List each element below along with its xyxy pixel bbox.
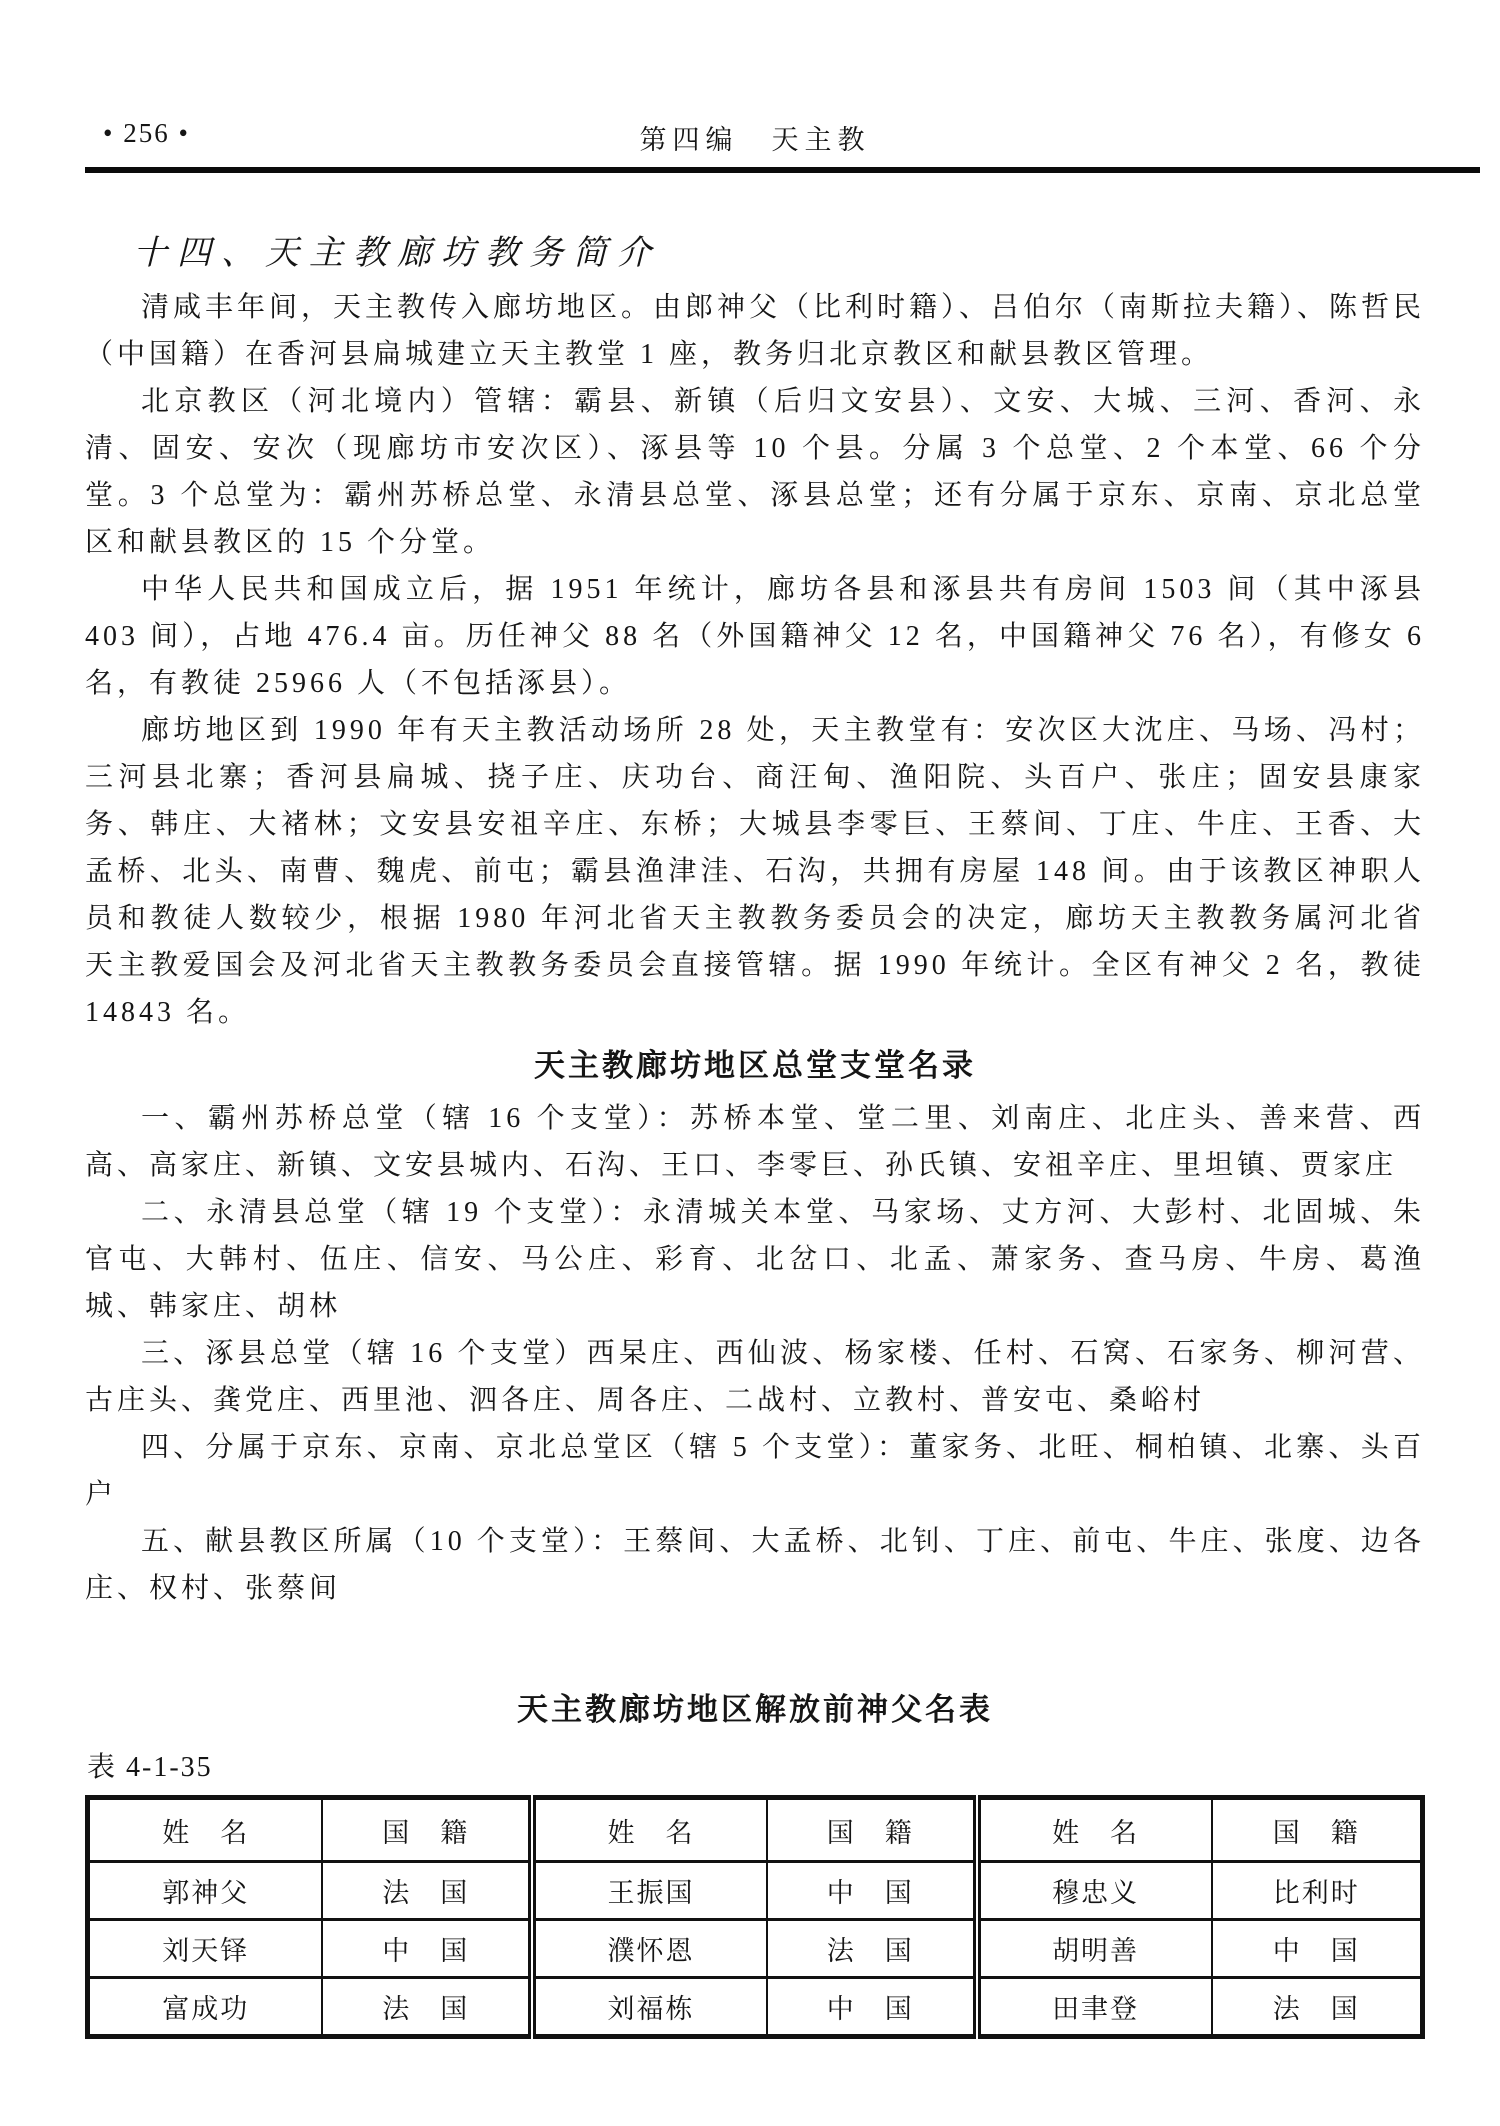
cell-nationality: 法 国 [767,1920,977,1978]
cell-nationality: 中 国 [322,1920,532,1978]
directory-item-4: 四、分属于京东、京南、京北总堂区（辖 5 个支堂）：董家务、北旺、桐柏镇、北寨、头百户 [85,1432,1425,1510]
cell-name: 富成功 [88,1978,323,2037]
directory-item-3: 三、涿县总堂（辖 16 个支堂）西杲庄、西仙波、杨家楼、任村、石窝、石家务、柳河营、古庄头、龚党庄、西里池、泗各庄、周各庄、二战村、立教村、普安屯、桑峪村 [85,1338,1425,1416]
paragraph-4: 廊坊地区到 1990 年有天主教活动场所 28 处，天主教堂有：安次区大沈庄、马场、冯村；三河县北寨；香河县扁城、挠子庄、庆功台、商汪甸、渔阳院、头百户、张庄；固安县康家务、韩庄、大褚林；文安县安祖辛庄、东桥；大城县李零巨、王蔡间、丁庄、牛庄、王香、大孟桥、北头、南曹、魏虎、前屯；霸县渔津洼、石沟，共拥有房屋 148 间。由于该教区神职人员和教徒人数较少，根据 1980 年河北省天主教教务委员会的决定，廊坊天主教教务属河北省天主教爱国会及河北省天主教教务委员会直接管辖。据 1990 年统计。全区有神父 2 名，教徒 14843 名。 [85,715,1425,1028]
cell-nationality: 法 国 [322,1862,532,1920]
cell-name: 王振国 [532,1862,767,1920]
header-name-2: 姓 名 [532,1798,767,1862]
table-row [88,1920,1423,1978]
cell-nationality: 中 国 [1212,1920,1423,1978]
header-name-1: 姓 名 [88,1798,323,1862]
directory-item-5: 五、献县教区所属（10 个支堂）：王蔡间、大孟桥、北钊、丁庄、前屯、牛庄、张度、边各庄、权村、张蔡间 [85,1526,1425,1604]
table-header-row [88,1798,1423,1862]
cell-nationality: 中 国 [767,1862,977,1920]
cell-nationality: 法 国 [322,1978,532,2037]
priests-table [85,1795,1425,2039]
directory-item-1: 一、霸州苏桥总堂（辖 16 个支堂）：苏桥本堂、堂二里、刘南庄、北庄头、善来营、西高、高家庄、新镇、文安县城内、石沟、王口、李零巨、孙氏镇、安祖辛庄、里坦镇、贾家庄 [85,1103,1425,1181]
cell-name: 穆忠义 [977,1862,1212,1920]
cell-name: 刘天铎 [88,1920,323,1978]
table-label: 表 4-1-35 [87,1752,213,1783]
header-nationality-2: 国 籍 [767,1798,977,1862]
cell-name: 胡明善 [977,1920,1212,1978]
chapter-title: 第四编 天主教 [639,125,871,155]
cell-name: 濮怀恩 [532,1920,767,1978]
paragraph-1: 清咸丰年间，天主教传入廊坊地区。由郎神父（比利时籍）、吕伯尔（南斯拉夫籍）、陈哲民（中国籍）在香河县扁城建立天主教堂 1 座，教务归北京教区和献县教区管理。 [85,292,1426,370]
directory-item-2: 二、永清县总堂（辖 19 个支堂）：永清城关本堂、马家场、丈方河、大彭村、北固城、朱官屯、大韩村、伍庄、信安、马公庄、彩育、北岔口、北孟、萧家务、查马房、牛房、葛渔城、韩家庄、胡林 [85,1197,1425,1322]
header-nationality-3: 国 籍 [1212,1798,1423,1862]
priest-table-heading: 天主教廊坊地区解放前神父名表 [517,1692,993,1727]
page-header [85,118,1425,156]
header-nationality-1: 国 籍 [322,1798,532,1862]
directory-heading: 天主教廊坊地区总堂支堂名录 [534,1048,976,1083]
header-rule [85,167,1480,173]
cell-name: 郭神父 [88,1862,323,1920]
cell-name: 田聿登 [977,1978,1212,2037]
cell-nationality: 比利时 [1212,1862,1423,1920]
paragraph-2: 北京教区（河北境内）管辖：霸县、新镇（后归文安县）、文安、大城、三河、香河、永清、固安、安次（现廊坊市安次区）、涿县等 10 个县。分属 3 个总堂、2 个本堂、66 个分堂。3 个总堂为：霸州苏桥总堂、永清县总堂、涿县总堂；还有分属于京东、京南、京北总堂区和献县教区的 15 个分堂。 [85,386,1425,558]
cell-nationality: 法 国 [1212,1978,1423,2037]
table-row [88,1862,1423,1920]
page-body [85,225,1425,2039]
header-name-3: 姓 名 [977,1798,1212,1862]
paragraph-3: 中华人民共和国成立后，据 1951 年统计，廊坊各县和涿县共有房间 1503 间（其中涿县 403 间），占地 476.4 亩。历任神父 88 名（外国籍神父 12 名，中国籍神父 76 名），有修女 6 名，有教徒 25966 人（不包括涿县）。 [85,574,1425,699]
article-title: 十四、天主教廊坊教务简介 [133,235,661,272]
cell-name: 刘福栋 [532,1978,767,2037]
table-row [88,1978,1423,2037]
cell-nationality: 中 国 [767,1978,977,2037]
page-number: • 256 • [103,118,190,148]
